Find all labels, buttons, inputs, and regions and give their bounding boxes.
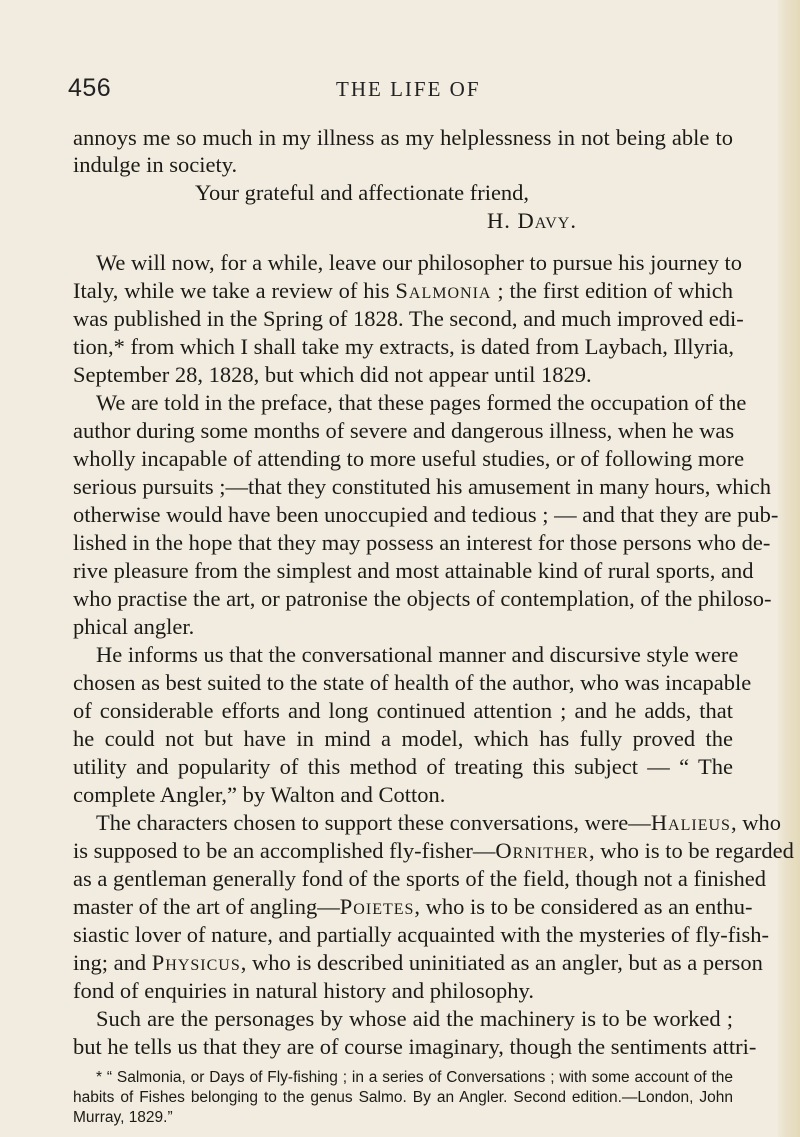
text-line: utility and popularity of this method of treating this subject — “ The (73, 754, 733, 779)
text-line: phical angler. (73, 614, 195, 639)
text-span: is supposed to be an accomplished fly-fisher— (73, 838, 496, 863)
text-line: We will now, for a while, leave our philosopher to pursue his journey to (96, 250, 742, 275)
page-number: 456 (68, 74, 112, 102)
text-line (96, 810, 781, 835)
text-line: Such are the personages by whose aid the machinery is to be worked ; (96, 1006, 733, 1031)
character-halieus: Halieus (650, 810, 731, 835)
text-line: complete Angler,” by Walton and Cotton. (73, 782, 446, 807)
text-span: , who is to be regarded (588, 838, 794, 863)
text-line: he could not but have in mind a model, which has fully proved the (73, 726, 733, 751)
text-line: wholly incapable of attending to more useful studies, or of following more (73, 446, 745, 471)
text-line: lished in the hope that they may possess an interest for those persons who de- (73, 530, 771, 555)
text-line: fond of enquiries in natural history and philosophy. (73, 978, 534, 1003)
text-line: but he tells us that they are of course imaginary, though the sentiments attri- (73, 1034, 757, 1059)
character-physicus: Physicus (151, 950, 241, 975)
text-line: chosen as best suited to the state of health of the author, who was incapable (73, 670, 752, 695)
text-span: master of the art of angling— (73, 894, 340, 919)
letter-signature: H. Davy. (487, 208, 577, 233)
text-span: , who is described uninitiated as an angler, but as a person (240, 950, 763, 975)
text-line: otherwise would have been unoccupied and tedious ; — and that they are pub- (73, 502, 779, 527)
text-line: serious pursuits ;—that they constituted his amusement in many hours, which (73, 474, 772, 499)
running-head: THE LIFE OF (336, 77, 481, 101)
text-span: , who is to be considered as an enthu- (414, 894, 753, 919)
text-line (73, 280, 733, 303)
footnote-line: * “ Salmonia, or Days of Fly-fishing ; in a series of Conversations ; with some account of the (96, 1069, 733, 1086)
text-line: September 28, 1828, but which did not appear until 1829. (73, 362, 592, 387)
book-title-salmonia: Salmonia (395, 278, 492, 303)
text-line: indulge in society. (73, 152, 238, 177)
text-span: ing; and (73, 950, 147, 975)
footnote-line: Murray, 1829.” (73, 1109, 173, 1126)
text-span: The characters chosen to support these conversations, were— (96, 810, 651, 835)
text-line: author during some months of severe and dangerous illness, when he was (73, 418, 735, 443)
text-line: siastic lover of nature, and partially acquainted with the mysteries of fly-fish- (73, 922, 770, 947)
text-line: was published in the Spring of 1828. The second, and much improved edi- (73, 306, 744, 331)
text-line: He informs us that the conversational manner and discursive style were (96, 642, 739, 667)
character-poietes: Poietes (339, 894, 415, 919)
text-line (73, 894, 753, 919)
text-line (73, 950, 763, 975)
text-span: Italy, while we take a review of his (73, 278, 390, 303)
text-line: who practise the art, or patronise the objects of contemplation, of the philoso- (73, 586, 772, 611)
footnote-line: habits of Fishes belonging to the genus Salmo. By an Angler. Second edition.—London, John (73, 1089, 733, 1106)
text-line: We are told in the preface, that these pages formed the occupation of the (96, 390, 747, 415)
text-line: rive pleasure from the simplest and most attainable kind of rural sports, and (73, 558, 754, 583)
text-line: as a gentleman generally fond of the sports of the field, though not a finished (73, 866, 766, 891)
text-line: of considerable efforts and long continued attention ; and he adds, that (73, 698, 733, 723)
character-ornither: Ornither (495, 838, 589, 863)
text-span: ; the first edition of which (497, 278, 734, 303)
page-header (68, 74, 708, 114)
text-span: , who (730, 810, 781, 835)
text-line: annoys me so much in my illness as my helplessness in not being able to (73, 125, 733, 150)
text-line: tion,* from which I shall take my extracts, is dated from Laybach, Illyria, (73, 334, 735, 359)
letter-closing: Your grateful and affectionate friend, (195, 180, 530, 205)
text-line (73, 838, 794, 863)
page-edge-shadow (778, 0, 800, 1137)
